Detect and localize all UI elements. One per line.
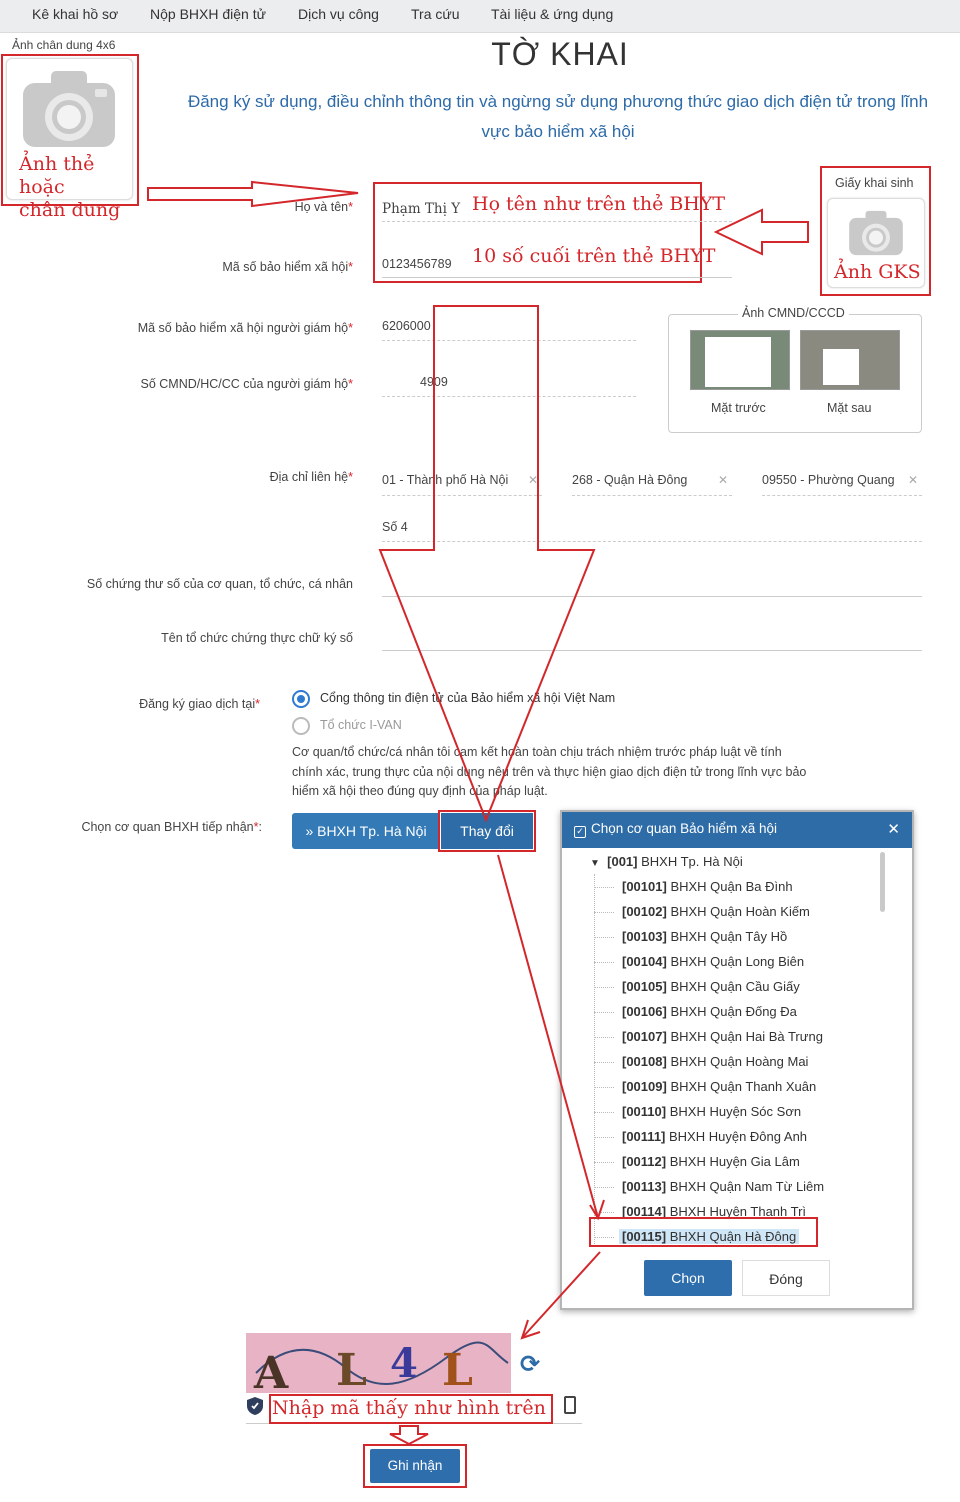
tree-branch-line: [594, 912, 614, 913]
camera-icon: [21, 69, 117, 149]
tree-item-name: BHXH Quận Hai Bà Trưng: [670, 1029, 823, 1044]
modal-close-icon[interactable]: ✕: [887, 821, 900, 838]
tree-item-name: BHXH Quận Thanh Xuân: [670, 1079, 817, 1094]
refresh-captcha-icon[interactable]: ⟳: [520, 1351, 541, 1378]
tree-item-code: [00104]: [622, 954, 667, 969]
tree-item-code: [00103]: [622, 929, 667, 944]
tree-item-code: [00112]: [622, 1154, 667, 1169]
commit-line-1: Cơ quan/tổ chức/cá nhân tôi cam kết hoàn toàn chịu trách nhiệm trước pháp luật về tính: [292, 745, 782, 759]
portrait-note: [19, 153, 132, 222]
tree-item[interactable]: [622, 879, 793, 894]
modal-header: [562, 812, 912, 848]
shield-icon: [246, 1396, 264, 1416]
tree-item-code: [00107]: [622, 1029, 667, 1044]
ssn-note: 10 số cuối trên thẻ BHYT: [472, 245, 716, 267]
tree-branch-line: [594, 1187, 614, 1188]
tree-item-name: BHXH Huyện Gia Lâm: [669, 1154, 800, 1169]
commit-line-3: hiểm xã hội theo đúng quy định của pháp luật.: [292, 784, 548, 798]
radio-portal[interactable]: [292, 690, 310, 708]
tree-branch-line: [594, 937, 614, 938]
camera-icon: [848, 209, 904, 257]
tree-branch-line: [594, 1137, 614, 1138]
background-panel-edge: [914, 815, 960, 1295]
cert-field[interactable]: [382, 575, 922, 597]
tree-item-code: [00114]: [622, 1204, 667, 1219]
id-back-label: Mặt sau: [827, 401, 872, 415]
tree-item-code: [00110]: [622, 1104, 667, 1119]
submit-button[interactable]: Ghi nhận: [370, 1449, 460, 1483]
name-note: Họ tên như trên thẻ BHYT: [472, 193, 726, 215]
tree-root-code: [001]: [607, 854, 638, 869]
tree-item-name: BHXH Huyện Sóc Sơn: [669, 1104, 802, 1119]
name-value: Phạm Thị Y: [382, 201, 461, 217]
ward-select[interactable]: [762, 470, 922, 496]
modal-title: Chọn cơ quan Bảo hiểm xã hội: [591, 821, 777, 836]
tree-item-name: BHXH Quận Tây Hồ: [670, 929, 788, 944]
tree-item-code: [00108]: [622, 1054, 667, 1069]
birth-cert-label: Giấy khai sinh: [835, 176, 914, 190]
tree-branch-line: [594, 1087, 614, 1088]
agency-selected[interactable]: » BHXH Tp. Hà Nội: [292, 813, 440, 849]
arrow-to-submit: [390, 1426, 428, 1444]
birth-cert-note: Ảnh GKS: [834, 261, 921, 283]
tree-item-name: BHXH Quận Nam Từ Liêm: [669, 1179, 825, 1194]
tree-item-code: [00111]: [622, 1129, 666, 1144]
tree-item-code: [00106]: [622, 1004, 667, 1019]
ssn-value: 0123456789: [382, 257, 452, 271]
nav-item-ke-khai[interactable]: Kê khai hồ sơ: [32, 6, 119, 22]
nav-item-nop-bhxh[interactable]: Nộp BHXH điện tử: [150, 6, 266, 22]
option-portal-label[interactable]: Cổng thông tin điện tử của Bảo hiểm xã hội Việt Nam: [320, 691, 616, 705]
address-detail-field[interactable]: [382, 517, 922, 542]
ca-field[interactable]: [382, 629, 922, 651]
tree-item-code: [00105]: [622, 979, 667, 994]
tree-item-code: [00113]: [622, 1179, 667, 1194]
tree-item-code: [00109]: [622, 1079, 667, 1094]
commit-line-2: chính xác, trung thực của nội dung nêu trên và thực hiện giao dịch điện tử trong lĩnh vực bảo: [292, 764, 807, 779]
tree-branch-line: [594, 1062, 614, 1063]
portrait-note-line-2: chân dung: [19, 199, 121, 221]
nav-item-tai-lieu[interactable]: Tài liệu & ứng dụng: [491, 6, 614, 22]
commitment-text: [292, 743, 837, 802]
guardian-ssn-value: 6206000: [382, 319, 431, 333]
tree-branch-line: [594, 1012, 614, 1013]
top-nav: [0, 0, 960, 33]
checkbox-icon: ✓: [574, 826, 586, 838]
expand-caret-icon[interactable]: ▼: [590, 858, 600, 869]
tree-item[interactable]: [622, 1104, 801, 1119]
ca-label: Tên tổ chức chứng thực chữ ký số: [161, 631, 353, 645]
nav-item-dich-vu-cong[interactable]: Dịch vụ công: [298, 6, 379, 22]
cert-label: Số chứng thư số của cơ quan, tổ chức, cá nhân: [86, 577, 353, 591]
tree-branch-line: [594, 887, 614, 888]
tree-item-code: [00102]: [622, 904, 667, 919]
id-front-label: Mặt trước: [711, 401, 766, 415]
province-value: 01 - Thành phố Hà Nội: [382, 473, 509, 487]
name-label: Họ và tên*: [294, 200, 353, 214]
clear-province-icon[interactable]: ✕: [527, 473, 538, 487]
clear-district-icon[interactable]: ✕: [717, 473, 728, 487]
guardian-ssn-label: Mã số bảo hiểm xã hội người giám hộ*: [137, 321, 353, 335]
svg-text:A: A: [254, 1348, 289, 1393]
tree-item-code: [00115]: [622, 1229, 667, 1244]
modal-close-button[interactable]: Đóng: [742, 1260, 830, 1296]
tree-item[interactable]: [622, 1179, 824, 1194]
captcha-glyphs: [246, 1333, 511, 1393]
province-select[interactable]: [382, 470, 542, 496]
subtitle-line-2: vực bảo hiểm xã hội: [481, 122, 635, 141]
tree-item-name: BHXH Quận Ba Đình: [670, 879, 793, 894]
address-detail-value: Số 4: [382, 520, 408, 534]
svg-text:L: L: [336, 1345, 367, 1393]
selected-item-annotation-box: [589, 1217, 818, 1247]
tree-item[interactable]: [622, 1004, 797, 1019]
tree-branch-line: [594, 1212, 614, 1213]
nav-item-tra-cuu[interactable]: Tra cứu: [411, 6, 460, 22]
tree-branch-line: [594, 962, 614, 963]
id-card-title: Ảnh CMND/CCCD: [738, 306, 849, 320]
tree-item[interactable]: [622, 979, 800, 994]
svg-text:4: 4: [390, 1340, 418, 1387]
tree-branch-line: [594, 987, 614, 988]
guardian-id-value: 4909: [420, 375, 448, 389]
tree-item[interactable]: [622, 929, 787, 944]
tree-item-name: BHXH Quận Hoàn Kiếm: [670, 904, 810, 919]
change-button-annotation-box: [438, 810, 536, 852]
ssn-label: Mã số bảo hiểm xã hội*: [222, 260, 353, 274]
tree-item[interactable]: [622, 1129, 807, 1144]
tree-item[interactable]: [622, 1029, 823, 1044]
agency-label: Chọn cơ quan BHXH tiếp nhận*:: [81, 820, 262, 834]
tree-item[interactable]: [622, 1079, 816, 1094]
tree-item[interactable]: [622, 1154, 800, 1169]
tree-branch-line: [594, 1112, 614, 1113]
tree-guide-line: [594, 874, 595, 1244]
tree-item-name: BHXH Quận Đống Đa: [670, 1004, 797, 1019]
guardian-id-field[interactable]: [382, 372, 636, 397]
id-back-image[interactable]: [800, 330, 900, 390]
phone-icon: [564, 1396, 576, 1414]
tree-root[interactable]: [590, 854, 743, 869]
district-value: 268 - Quận Hà Đông: [572, 473, 688, 487]
modal-select-button[interactable]: Chọn: [644, 1260, 732, 1296]
tree-item-name: BHXH Quận Cầu Giấy: [670, 979, 800, 994]
guardian-ssn-field[interactable]: [382, 316, 636, 341]
tree-item-name: BHXH Quận Long Biên: [670, 954, 805, 969]
tree-item[interactable]: [622, 954, 804, 969]
ward-value: 09550 - Phường Quang: [762, 473, 895, 487]
tree-item[interactable]: [622, 904, 810, 919]
id-front-image[interactable]: [690, 330, 790, 390]
svg-text:L: L: [442, 1345, 473, 1393]
option-ivan-label[interactable]: Tổ chức I-VAN: [320, 718, 402, 732]
modal-scrollbar[interactable]: [880, 852, 885, 912]
captcha-image: [246, 1333, 511, 1393]
register-label: Đăng ký giao dịch tại*: [139, 697, 260, 711]
tree-item-name: BHXH Quận Hoàng Mai: [670, 1054, 809, 1069]
tree-item-name: BHXH Huyện Đông Anh: [669, 1129, 808, 1144]
portrait-upload[interactable]: [6, 58, 133, 221]
tree-branch-line: [594, 1162, 614, 1163]
tree-root-name: BHXH Tp. Hà Nội: [641, 854, 743, 869]
tree-item-name: BHXH Huyện Thanh Trì: [669, 1204, 807, 1219]
tree-branch-line: [594, 1037, 614, 1038]
subtitle-line-1: Đăng ký sử dụng, điều chỉnh thông tin và ngừng sử dụng phương thức giao dịch điện tử trong lĩnh: [187, 92, 929, 111]
district-select[interactable]: [572, 470, 732, 496]
portrait-label: Ảnh chân dung 4x6: [12, 38, 116, 52]
address-label: Địa chỉ liên hệ*: [269, 470, 353, 484]
portrait-note-line-1: Ảnh thẻ hoặc: [19, 153, 95, 198]
radio-ivan[interactable]: [292, 717, 310, 735]
tree-item-name: BHXH Quận Hà Đông: [669, 1229, 797, 1244]
clear-ward-icon[interactable]: ✕: [907, 473, 918, 487]
tree-item-code: [00101]: [622, 879, 667, 894]
captcha-note: Nhập mã thấy như hình trên: [272, 1397, 546, 1419]
guardian-id-label: Số CMND/HC/CC của người giám hộ*: [140, 377, 353, 391]
page-title: TỜ KHAI: [491, 36, 629, 72]
change-agency-button[interactable]: Thay đổi: [441, 813, 533, 849]
page-subtitle: [160, 87, 956, 147]
birth-cert-upload[interactable]: [827, 198, 925, 288]
tree-item[interactable]: [622, 1054, 808, 1069]
